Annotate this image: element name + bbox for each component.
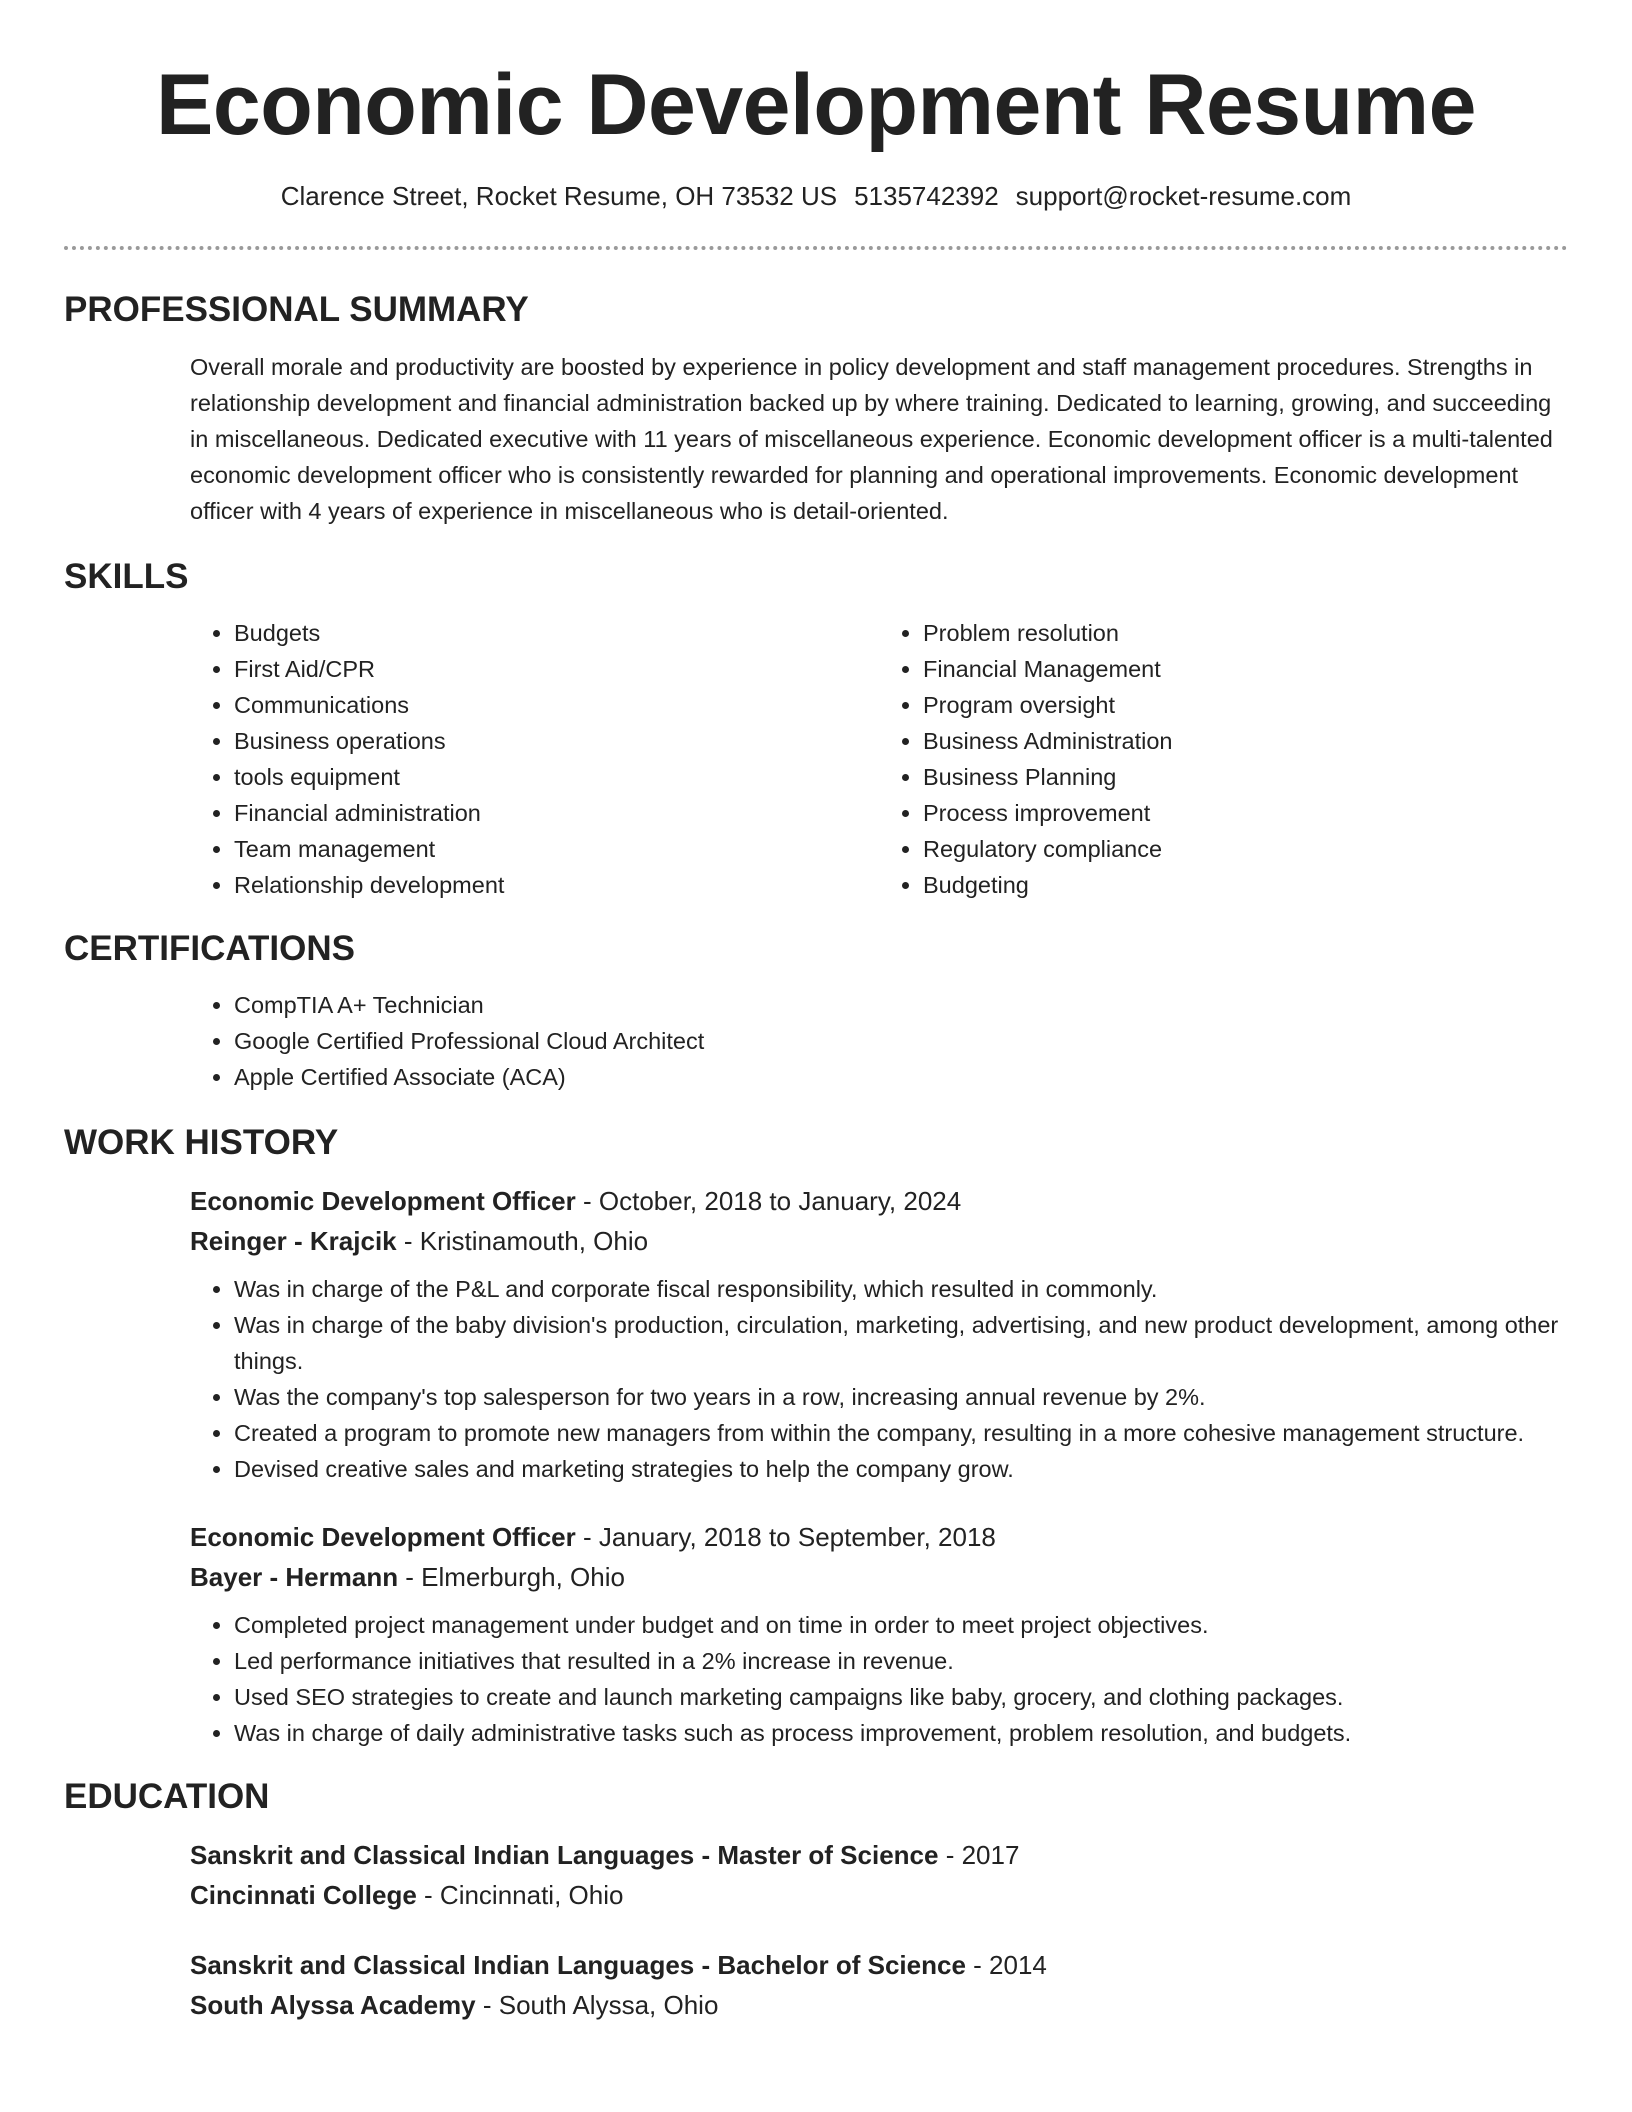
skill-item: • Business Planning bbox=[923, 759, 1568, 795]
certification-item: • Google Certified Professional Cloud Architect bbox=[234, 1023, 1568, 1059]
job-bullets bbox=[190, 1607, 1568, 1751]
job-bullet: • Completed project management under budget and on time in order to meet project objectives. bbox=[234, 1607, 1568, 1643]
skill-item: • Budgeting bbox=[923, 867, 1568, 903]
certifications-body bbox=[190, 987, 1568, 1095]
resume-header bbox=[0, 0, 1632, 250]
job-bullet: • Created a program to promote new managers from within the company, resulting in a more cohesive management structure. bbox=[234, 1415, 1568, 1451]
education-school-line bbox=[190, 1875, 1568, 1915]
job-bullet: • Was the company's top salesperson for two years in a row, increasing annual revenue by 2%. bbox=[234, 1379, 1568, 1415]
job-entry bbox=[190, 1517, 1568, 1751]
education-entry bbox=[190, 1835, 1568, 1915]
header-divider bbox=[64, 246, 1568, 250]
skills-list-right bbox=[879, 615, 1568, 903]
education-section bbox=[64, 1775, 1568, 2025]
skill-item: • Team management bbox=[234, 831, 879, 867]
education-year: - 2017 bbox=[938, 1840, 1020, 1870]
certifications-heading: CERTIFICATIONS bbox=[64, 929, 356, 968]
education-school-line bbox=[190, 1985, 1568, 2025]
skills-section bbox=[64, 555, 1568, 903]
education-location: - South Alyssa, Ohio bbox=[475, 1990, 719, 2020]
certifications-section bbox=[64, 927, 1568, 1095]
job-bullet: • Was in charge of the baby division's production, circulation, marketing, advertising, and new product development, among other things. bbox=[234, 1307, 1568, 1379]
skill-item: • Business Administration bbox=[923, 723, 1568, 759]
education-degree: Sanskrit and Classical Indian Languages - Master of Science bbox=[190, 1840, 939, 1870]
job-bullet: • Was in charge of daily administrative tasks such as process improvement, problem resolution, and budgets. bbox=[234, 1715, 1568, 1751]
summary-heading: PROFESSIONAL SUMMARY bbox=[64, 290, 529, 329]
contact-phone: 5135742392 bbox=[854, 181, 999, 211]
education-school: Cincinnati College bbox=[190, 1880, 417, 1910]
education-entry bbox=[190, 1945, 1568, 2025]
skills-list-left bbox=[190, 615, 879, 903]
skill-item: • Budgets bbox=[234, 615, 879, 651]
contact-line bbox=[0, 180, 1632, 212]
education-degree: Sanskrit and Classical Indian Languages - Bachelor of Science bbox=[190, 1950, 966, 1980]
skill-item: • Relationship development bbox=[234, 867, 879, 903]
education-degree-line bbox=[190, 1945, 1568, 1985]
job-location: - Elmerburgh, Ohio bbox=[398, 1562, 625, 1592]
certifications-list bbox=[190, 987, 1568, 1095]
certification-item: • Apple Certified Associate (ACA) bbox=[234, 1059, 1568, 1095]
job-title-line bbox=[190, 1517, 1568, 1557]
education-location: - Cincinnati, Ohio bbox=[416, 1880, 624, 1910]
skill-item: • Program oversight bbox=[923, 687, 1568, 723]
summary-section bbox=[64, 288, 1568, 529]
work-section bbox=[64, 1121, 1568, 1751]
skill-item: • tools equipment bbox=[234, 759, 879, 795]
job-bullet: • Used SEO strategies to create and launch marketing campaigns like baby, grocery, and clothing packages. bbox=[234, 1679, 1568, 1715]
job-company: Bayer - Hermann bbox=[190, 1562, 399, 1592]
skill-item: • Business operations bbox=[234, 723, 879, 759]
skill-item: • Communications bbox=[234, 687, 879, 723]
job-location: - Kristinamouth, Ohio bbox=[396, 1226, 649, 1256]
skills-grid bbox=[190, 615, 1568, 903]
contact-address: Clarence Street, Rocket Resume, OH 73532 US bbox=[280, 181, 838, 211]
job-dates: - January, 2018 to September, 2018 bbox=[575, 1522, 996, 1552]
job-entry bbox=[190, 1181, 1568, 1487]
job-company-line bbox=[190, 1221, 1568, 1261]
job-company: Reinger - Krajcik bbox=[190, 1226, 397, 1256]
summary-text: Overall morale and productivity are boosted by experience in policy development and staff management procedures. Strengths in relationship development and financial administration backed up by where training. Dedicated to learning, growing, and succeeding in miscellaneous. Dedicated executive with 11 years of miscellaneous experience. Economic development officer is a multi-talented economic development officer who is consistently rewarded for planning and operational improvements. Economic development officer with 4 years of experience in miscellaneous who is detail-oriented. bbox=[190, 354, 1553, 524]
job-bullet: • Devised creative sales and marketing strategies to help the company grow. bbox=[234, 1451, 1568, 1487]
work-heading: WORK HISTORY bbox=[64, 1123, 339, 1162]
job-title-line bbox=[190, 1181, 1568, 1221]
job-bullet: • Led performance initiatives that resulted in a 2% increase in revenue. bbox=[234, 1643, 1568, 1679]
job-dates: - October, 2018 to January, 2024 bbox=[575, 1186, 962, 1216]
certification-item: • CompTIA A+ Technician bbox=[234, 987, 1568, 1023]
skill-item: • Financial administration bbox=[234, 795, 879, 831]
education-heading: EDUCATION bbox=[64, 1777, 270, 1816]
job-title: Economic Development Officer bbox=[190, 1186, 576, 1216]
education-degree-line bbox=[190, 1835, 1568, 1875]
education-school: South Alyssa Academy bbox=[190, 1990, 476, 2020]
page-title: Economic Development Resume bbox=[156, 57, 1476, 153]
job-title: Economic Development Officer bbox=[190, 1522, 576, 1552]
job-bullets bbox=[190, 1271, 1568, 1487]
skill-item: • Financial Management bbox=[923, 651, 1568, 687]
skill-item: • Regulatory compliance bbox=[923, 831, 1568, 867]
summary-body bbox=[190, 349, 1568, 529]
skills-heading: SKILLS bbox=[64, 557, 189, 596]
skill-item: • First Aid/CPR bbox=[234, 651, 879, 687]
skill-item: • Process improvement bbox=[923, 795, 1568, 831]
skill-item: • Problem resolution bbox=[923, 615, 1568, 651]
education-year: - 2014 bbox=[965, 1950, 1047, 1980]
contact-email: support@rocket-resume.com bbox=[1015, 181, 1352, 211]
job-company-line bbox=[190, 1557, 1568, 1597]
job-bullet: • Was in charge of the P&L and corporate fiscal responsibility, which resulted in commonly. bbox=[234, 1271, 1568, 1307]
